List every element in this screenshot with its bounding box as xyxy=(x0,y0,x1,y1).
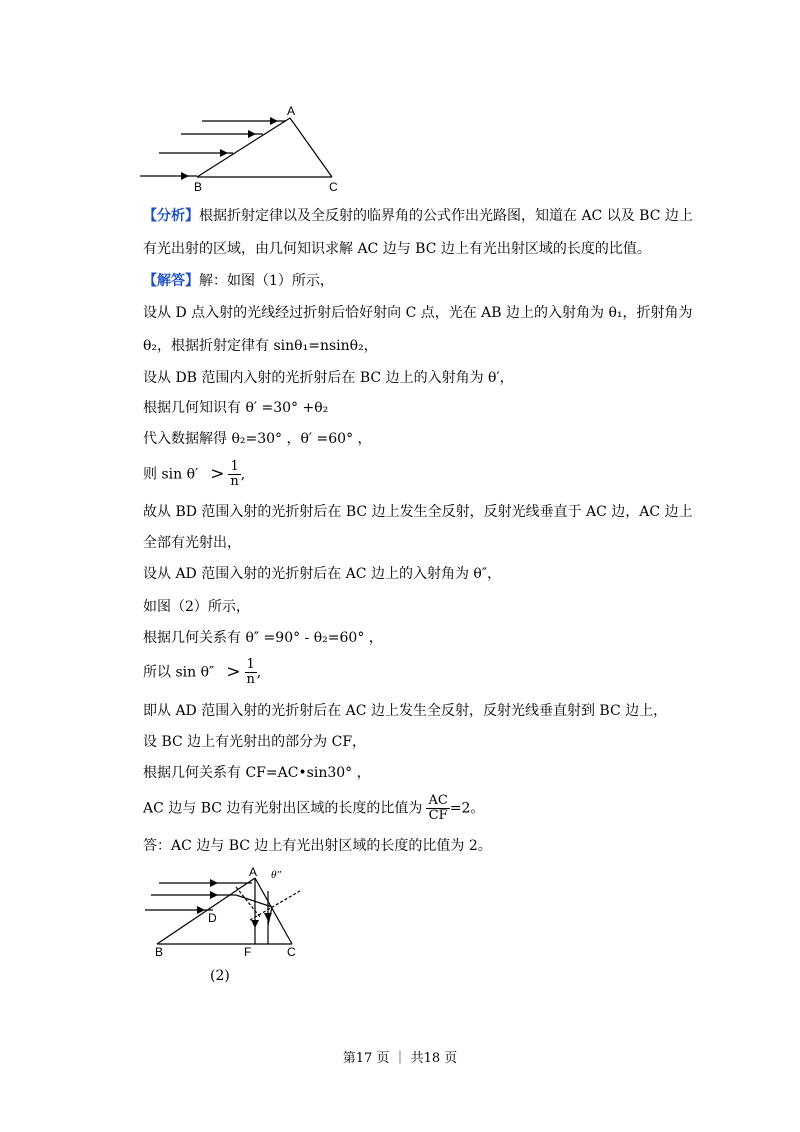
page-footer: 第17 页 ｜ 共18 页 xyxy=(342,1051,458,1066)
answer-line: 设从 D 点入射的光线经过折射后恰好射向 C 点，光在 AB 边上的入射角为 θ₁，折射角为 xyxy=(143,305,693,321)
fraction: $\frac{1}{n}$ xyxy=(230,459,239,489)
edge-ac xyxy=(290,118,332,177)
refracted-ray xyxy=(236,895,272,907)
answer-line: 根据几何关系有 CF=AC•sin30° ， xyxy=(143,765,371,781)
answer-tag: 【解答】 xyxy=(143,273,199,289)
answer-intro: 【解答】解：如图（1）所示， xyxy=(143,273,334,289)
inequality-2: 所以 sin θ″ > $\frac{1}{n}$ , xyxy=(143,657,262,687)
label-d: D xyxy=(208,911,217,925)
arrow-head xyxy=(270,117,278,125)
answer-line: 故从 BD 范围入射的光折射后在 BC 边上发生全反射，反射光线垂直于 AC 边，AC 边上 xyxy=(143,504,693,520)
label-c: C xyxy=(287,945,296,959)
label-b: B xyxy=(194,180,203,194)
arrow-head xyxy=(220,149,228,157)
arrow-head xyxy=(210,891,218,899)
label-c: C xyxy=(329,180,338,194)
arrow-head xyxy=(210,879,218,887)
edge-ab xyxy=(197,118,290,177)
label-a: A xyxy=(249,865,258,879)
inequality-1: 则 sin θ′ > $\frac{1}{n}$ , xyxy=(143,459,246,489)
answer-line: 设从 DB 范围内入射的光折射后在 BC 边上的入射角为 θ′， xyxy=(143,370,514,386)
arrow-head xyxy=(181,172,189,180)
arrow-head xyxy=(264,913,272,921)
edge-ac xyxy=(255,878,292,944)
analysis-tag: 【分析】 xyxy=(143,208,199,224)
label-a: A xyxy=(287,105,296,118)
answer-line: 如图（2）所示， xyxy=(143,599,250,615)
answer-line: 代入数据解得 θ₂=30° ，θ′ =60° ， xyxy=(143,431,372,447)
ratio-line: AC 边与 BC 边有光射出区域的长度的比值为 $\frac{AC}{CF}$ =2。 xyxy=(143,793,485,823)
figure-1-diagram xyxy=(135,105,350,195)
answer-line: 设 BC 边上有光射出的部分为 CF， xyxy=(143,734,367,750)
arrow-head xyxy=(248,130,256,138)
analysis-line-1: 【分析】根据折射定律以及全反射的临界角的公式作出光路图，知道在 AC 以及 BC 边上 xyxy=(143,208,693,224)
answer-line: θ₂，根据折射定律有 sinθ₁=nsinθ₂， xyxy=(143,338,378,354)
edge-ab xyxy=(157,878,255,944)
label-b: B xyxy=(155,945,164,959)
normal-line-2 xyxy=(250,891,300,920)
answer-line: 即从 AD 范围入射的光折射后在 AC 边上发生全反射，反射光线垂直射到 BC 边上， xyxy=(143,703,668,719)
fraction: $\frac{1}{n}$ xyxy=(246,657,255,687)
answer-line: 根据几何知识有 θ′ =30° +θ₂ xyxy=(143,400,329,416)
figure-2-caption: (2) xyxy=(210,968,230,984)
label-f: F xyxy=(244,945,252,959)
analysis-line-2: 有光出射的区域，由几何知识求解 AC 边与 BC 边上有光出射区域的长度的比值。 xyxy=(143,241,651,257)
answer-line: 全部有光射出， xyxy=(143,535,241,551)
answer-line: 设从 AD 范围入射的光折射后在 AC 边上的入射角为 θ″， xyxy=(143,566,502,582)
label-theta: θ″ xyxy=(271,869,281,881)
final-answer: 答：AC 边与 BC 边上有光出射区域的长度的比值为 2。 xyxy=(143,838,492,854)
answer-line: 根据几何关系有 θ″ =90° - θ₂=60° ， xyxy=(143,630,383,646)
fraction: $\frac{AC}{CF}$ xyxy=(428,793,448,823)
figure-2-diagram xyxy=(140,865,320,960)
arrow-head xyxy=(251,920,259,928)
